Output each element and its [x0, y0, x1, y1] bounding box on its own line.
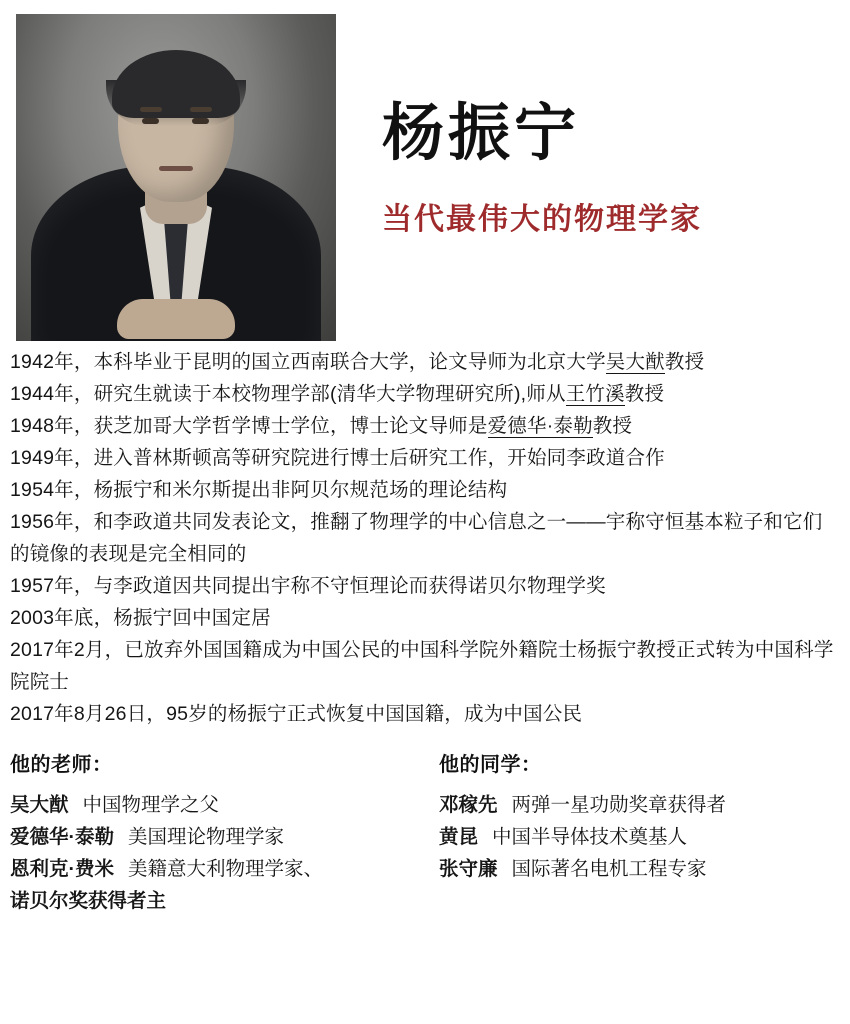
classmate-name: 张守廉: [439, 858, 498, 880]
portrait-eyebrow-left: [140, 107, 162, 112]
classmates-heading: 他的同学：: [439, 754, 542, 776]
timeline-item: 2003年底，杨振宁回中国定居: [10, 607, 271, 629]
portrait-eyebrow-right: [190, 107, 212, 112]
teachers-heading: 他的老师：: [10, 754, 113, 776]
teacher-name: 恩利克·费米: [10, 858, 114, 880]
list-item: [439, 853, 850, 885]
teacher-name: 吴大猷: [10, 794, 69, 816]
list-item: [439, 821, 850, 853]
header-section: [0, 0, 850, 340]
link-wudayou: 吴大猷: [605, 351, 665, 373]
list-item: [10, 885, 423, 917]
classmate-name: 黄昆: [439, 826, 479, 848]
list-item: [439, 789, 850, 821]
portrait-hands: [117, 299, 235, 339]
timeline-item: 1949年，进入普林斯顿高等研究院进行博士后研究工作，开始同李政道合作: [10, 447, 665, 469]
portrait-eye-right: [192, 118, 209, 124]
teachers-column: [10, 748, 423, 917]
timeline-section: [0, 340, 850, 730]
page-subtitle: 当代最伟大的物理学家: [382, 203, 702, 237]
classmate-desc: 中国半导体技术奠基人: [492, 826, 688, 848]
timeline-item: 1954年，杨振宁和米尔斯提出非阿贝尔规范场的理论结构: [10, 479, 508, 501]
classmate-desc: 国际著名电机工程专家: [511, 858, 707, 880]
list-item: [10, 821, 423, 853]
link-wangzhuxi: 王竹溪: [565, 383, 625, 405]
timeline-item: 1944年，研究生就读于本校物理学部(清华大学物理研究所),师从王竹溪教授: [10, 383, 665, 405]
portrait-mouth: [159, 166, 193, 171]
classmate-desc: 两弹一星功勋奖章获得者: [511, 794, 727, 816]
portrait-photo: [16, 14, 336, 341]
classmate-name: 邓稼先: [439, 794, 498, 816]
list-item: [10, 789, 423, 821]
classmates-column: [423, 748, 850, 917]
timeline-item: 2017年2月，已放弃外国国籍成为中国公民的中国科学院外籍院士杨振宁教授正式转为中国科学院院士: [10, 639, 834, 693]
portrait-eye-left: [142, 118, 159, 124]
list-item: [10, 853, 423, 885]
timeline-item: 1942年，本科毕业于昆明的国立西南联合大学，论文导师为北京大学吴大猷教授: [10, 351, 705, 373]
teacher-desc: 中国物理学之父: [82, 794, 220, 816]
title-block: [336, 14, 702, 238]
timeline-item: 1956年，和李政道共同发表论文，推翻了物理学的中心信息之一——宇称守恒基本粒子和它们的镜像的表现是完全相同的: [10, 511, 823, 565]
teacher-name: 爱德华·泰勒: [10, 826, 114, 848]
link-edward-teller: 爱德华·泰勒: [487, 415, 593, 437]
timeline-item: 1948年，获芝加哥大学哲学博士学位，博士论文导师是爱德华·泰勒教授: [10, 415, 633, 437]
timeline-item: 2017年8月26日，95岁的杨振宁正式恢复中国国籍，成为中国公民: [10, 703, 583, 725]
teacher-desc: 美籍意大利物理学家、: [128, 858, 324, 880]
teacher-name: 诺贝尔奖获得者主: [10, 890, 167, 912]
relations-section: [0, 730, 850, 917]
teacher-desc: 美国理论物理学家: [128, 826, 285, 848]
timeline-item: 1957年，与李政道因共同提出宇称不守恒理论而获得诺贝尔物理学奖: [10, 575, 606, 597]
page-title: 杨振宁: [382, 99, 581, 168]
